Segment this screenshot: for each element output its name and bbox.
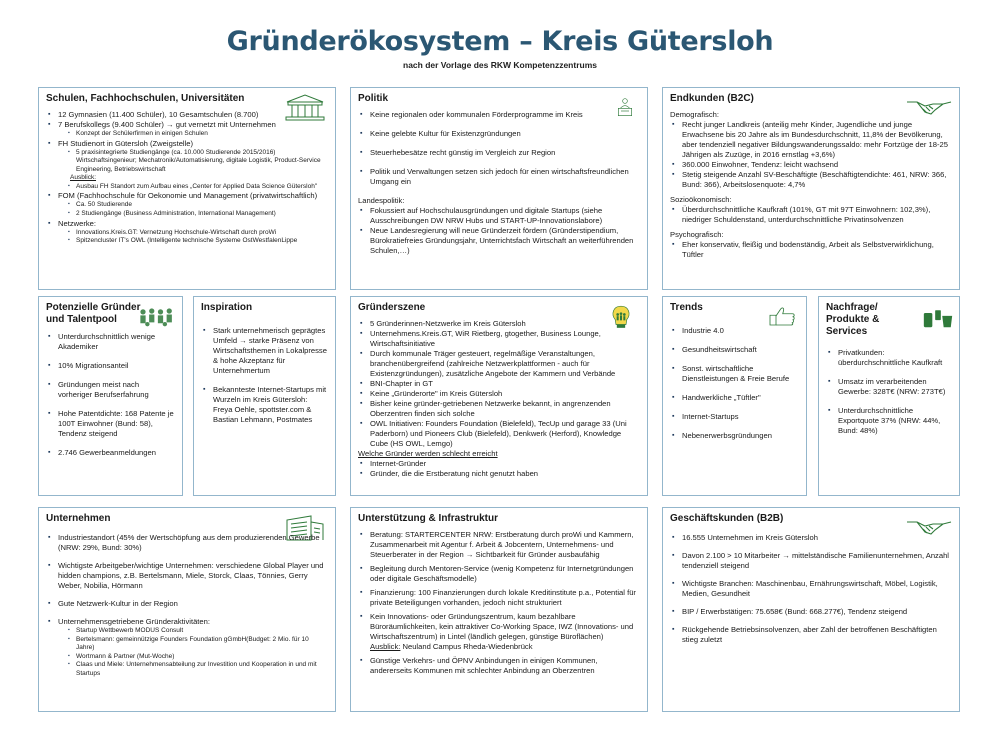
trends-box xyxy=(662,296,807,496)
list-item: ▪ Bekannteste Internet-Startups mit Wurzeln im Kreis Gütersloh: Freya Oehle, spottster.com & Bastian Lehmann, Postmates xyxy=(201,385,328,425)
ausblick-label: Ausblick: xyxy=(370,642,401,652)
politik-title: Politik xyxy=(358,93,389,104)
nachfrage-box xyxy=(818,296,960,496)
list-item: ▪ Privatkunden: überdurchschnittliche Kaufkraft xyxy=(826,348,952,368)
list-item: ▪ BNI-Chapter in GT xyxy=(358,379,640,389)
geschaeftskunden-title: Geschäftskunden (B2B) xyxy=(670,513,784,524)
list-item: ▪ Handwerkliche „Tüftler" xyxy=(670,393,799,403)
list-item: ▪ 5 praxisintegrierte Studiengänge (ca. 10.000 Studierende 2015/2016) Wirtschaftsingenieur; Mechatronik/Automatisierung, digitale Logistik, Product-Service Engineering, Betriebswirtschaft xyxy=(46,149,328,175)
list-item: ▪ Industriestandort (45% der Wertschöpfung aus dem produzierenden Gewerbe (NRW: 29%, Bund: 30%) xyxy=(46,533,328,553)
list-item: ▪ 2 Studiengänge (Business Administration, International Management) xyxy=(46,210,328,219)
list-item: ▪ Ca. 50 Studierende xyxy=(46,201,328,210)
list-item: ▪ Ausbau FH Standort zum Aufbau eines „Center for Applied Data Science Gütersloh" xyxy=(46,183,328,192)
list-item: ▪ Startup Wettbewerb MODUS Consult xyxy=(46,627,328,636)
list-item: ▪ Begleitung durch Mentoren-Service (wenig Kompetenz für Internetgründungen oder digitale Geschäftsmodelle) xyxy=(358,564,640,584)
landespolitik-label: Landespolitik: xyxy=(358,196,405,206)
list-item: ▪ 10% Migrationsanteil xyxy=(46,361,175,371)
unternehmen-box xyxy=(38,507,336,712)
list-item: ▪ 360.000 Einwohner, Tendenz: leicht wachsend xyxy=(670,160,952,170)
list-item: ▪ Kein Innovations- oder Gründungszentrum, kaum bezahlbare Büroräumlichkeiten, kein attraktiver Co-Working Space, IWZ (Innovations- und Wirtschaftszentrum) in Lintel (ländlich gelegen, günstige Büroflächen) xyxy=(358,612,640,642)
list-item: ▪ Gesundheitswirtschaft xyxy=(670,345,799,355)
nachfrage-title: Nachfrage/ Produkte & Services xyxy=(826,302,880,337)
list-item: ▪ Keine regionalen oder kommunalen Förderprogramme im Kreis xyxy=(358,110,640,120)
list-item: ▪ Bertelsmann: gemeinnützige Founders Foundation gGmbH(Budget: 2 Mio. für 10 Jahre) xyxy=(46,636,328,653)
inspiration-box xyxy=(193,296,336,496)
list-item: ▪ Günstige Verkehrs- und ÖPNV Anbindungen in einigen Kommunen, andererseits Kommunen mit schlechter Anbindung an Oberzentren xyxy=(358,656,640,676)
endkunden-box xyxy=(662,87,960,290)
politik-box xyxy=(350,87,648,290)
list-item: ▪ BIP / Erwerbstätigen: 75.658€ (Bund: 668.277€), Tendenz steigend xyxy=(670,607,952,617)
list-item: ▪ Konzept der Schülerfirmen in einigen Schulen xyxy=(46,130,328,139)
unternehmen-title: Unternehmen xyxy=(46,513,111,524)
list-item: ▪ FH Studienort in Gütersloh (Zweigstelle) xyxy=(46,139,328,149)
list-item: ▪ Wichtigste Branchen: Maschinenbau, Ernährungswirtschaft, Möbel, Logistik, Medien, Gesundheit xyxy=(670,579,952,599)
gruenderszene-box xyxy=(350,296,648,496)
list-item: ▪ Bisher keine gründer-getriebenen Netzwerke bekannt, in angrenzenden Oberzentren finden sich solche xyxy=(358,399,640,419)
list-item: ▪ Unterdurchschnittliche Exportquote 37% (NRW: 44%, Bund: 48%) xyxy=(826,406,952,436)
list-item: ▪ Gründer, die die Erstberatung nicht genutzt haben xyxy=(358,469,640,479)
list-item: ▪ Nebenerwerbsgründungen xyxy=(670,431,799,441)
list-item: ▪ Rückgehende Betriebsinsolvenzen, aber Zahl der betroffenen Beschäftigten stieg zuletzt xyxy=(670,625,952,645)
list-item: ▪ Stark unternehmerisch geprägtes Umfeld → starke Präsenz von Wirtschaftsthemen in Lokalpresse & hohe Akzeptanz für Unternehmertum xyxy=(201,326,328,376)
list-item: ▪ Claas und Miele: Unternehmensabteilung zur Investition und Kooperation in und mit Startups xyxy=(46,661,328,678)
list-item: ▪ Finanzierung: 100 Finanzierungen durch lokale Kreditinstitute p.a., Potential für private Beteiligungen vorhanden, jedoch nicht strukturiert xyxy=(358,588,640,608)
list-item: ▪ Recht junger Landkreis (anteilig mehr Kinder, Jugendliche und junge Erwachsene bis 20 Jahre als im Bundesdurchschnitt, 11,8% der Bevölkerung, aber tendenziell negativer Bildungswanderungssaldo: mehr Fortzüge der 18-25 Jährigen als Zuzüge, in 2016 ernstlag +3,6%) xyxy=(670,120,952,160)
unterstuetzung-box xyxy=(350,507,648,712)
potenzielle-title: Potenzielle Gründer und Talentpool xyxy=(46,302,141,325)
list-item: ▪ FOM (Fachhochschule für Oekonomie und Management (privatwirtschaftlich) xyxy=(46,191,328,201)
list-item: ▪ Unterdurchschnittlich wenige Akademiker xyxy=(46,332,175,352)
list-item: ▪ Umsatz im verarbeitenden Gewerbe: 328T€ (NRW: 273T€) xyxy=(826,377,952,397)
list-item: ▪ Unternehmens.Kreis.GT, WiR Rietberg, gtogether, Business Lounge, Wirtschaftsinitiative xyxy=(358,329,640,349)
list-item: ▪ 16.555 Unternehmen im Kreis Gütersloh xyxy=(670,533,952,543)
trends-title: Trends xyxy=(670,302,703,313)
list-item: ▪ Keine gelebte Kultur für Existenzgründungen xyxy=(358,129,640,139)
ausblick-label: Ausblick: xyxy=(70,174,97,182)
list-item: ▪ 12 Gymnasien (11.400 Schüler), 10 Gesamtschulen (8.700) xyxy=(46,110,328,120)
demografisch-label: Demografisch: xyxy=(670,110,719,119)
list-item: ▪ 2.746 Gewerbeanmeldungen xyxy=(46,448,175,458)
list-item: ▪ Gute Netzwerk-Kultur in der Region xyxy=(46,599,328,609)
list-item: ▪ 5 Gründerinnen-Netzwerke im Kreis Gütersloh xyxy=(358,319,640,329)
list-item: ▪ Sonst. wirtschaftliche Dienstleistungen & Freie Berufe xyxy=(670,364,799,384)
psychografisch-label: Psychografisch: xyxy=(670,229,724,239)
list-item: ▪ Fokussiert auf Hochschulausgründungen und digitale Startups (siehe Ausschreibungen DW NRW Hubs und START-UP-Innovationslabore) xyxy=(358,206,640,226)
list-item: ▪ Netzwerke: xyxy=(46,219,328,229)
geschaeftskunden-box xyxy=(662,507,960,712)
list-item: ▪ Neue Landesregierung will neue Gründerzeit fördern (Gründerstipendium, Bürokratiefreies Gründungsjahr, Unterrichtsfach Wirtschaft an weiterführenden Schulen,…) xyxy=(358,226,640,256)
list-item: ▪ Politik und Verwaltungen setzen sich jedoch für einen wirtschaftsfreundlichen Umgang ein xyxy=(358,167,640,187)
list-item: ▪ Davon 2.100 > 10 Mitarbeiter → mittelständische Familienunternehmen, Anzahl tendenziell steigend xyxy=(670,551,952,571)
list-item: ▪ Steuerhebesätze recht günstig im Vergleich zur Region xyxy=(358,148,640,158)
list-item: ▪ OWL Initiativen: Founders Foundation (Bielefeld), TecUp und garage 33 (Uni Paderborn) und Pioneers Club (Bielefeld), Denkwerk (Herford), Knowledge Cube (HS OWL, Lemgo) xyxy=(358,419,640,449)
page-subtitle: nach der Vorlage des RKW Kompetenzzentrums xyxy=(403,60,597,70)
list-item: ▪ Internet-Gründer xyxy=(358,459,640,469)
list-item: ▪ Internet-Startups xyxy=(670,412,799,422)
unterstuetzung-title: Unterstützung & Infrastruktur xyxy=(358,513,498,524)
potenzielle-box xyxy=(38,296,183,496)
schulen-title: Schulen, Fachhochschulen, Universitäten xyxy=(46,93,245,104)
endkunden-title: Endkunden (B2C) xyxy=(670,93,754,104)
ausblick-text: Neuland Campus Rheda-Wiedenbrück xyxy=(400,642,533,652)
schlecht-erreicht-label: Welche Gründer werden schlecht erreicht xyxy=(358,449,498,459)
list-item: ▪ Spitzencluster IT's OWL (Intelligente technische Systeme OstWestfalenLippe xyxy=(46,237,328,246)
list-item: ▪ Stetig steigende Anzahl SV-Beschäftigte (Beschäftigtendichte: 461, NRW: 366, Bund: 366), Arbeitslosenquote: 4,7% xyxy=(670,170,952,190)
list-item: ▪ Industrie 4.0 xyxy=(670,326,799,336)
people-group-icon xyxy=(136,303,178,333)
list-item: ▪ Wichtigste Arbeitgeber/wichtige Unternehmen: verschiedene Global Player und hidden champions, z.B. Bertelsmann, Miele, Storck, Claas, Tönnies, Gerry Weber, Nobilia, Hörmann xyxy=(46,561,328,591)
list-item: ▪ 7 Berufskollegs (9.400 Schüler) → gut vernetzt mit Unternehmen xyxy=(46,120,328,130)
list-item: ▪ Durch kommunale Träger gesteuert, regelmäßige Veranstaltungen, branchenübergreifend (zahlreiche Netzwerkplattformen - auch für Existenzgründungen), zusätzliche Angebote der Kammern und Verbände xyxy=(358,349,640,379)
list-item: ▪ Beratung: STARTERCENTER NRW: Erstberatung durch proWi und Kammern, Zusammenarbeit mit Agentur f. Arbeit & Jobcentern, Unternehmens- und Steuerberater in der Region → Sichtbarkeit für Gründer ausbaufähig xyxy=(358,530,640,560)
list-item: ▪ Unternehmensgetriebene Gründeraktivitäten: xyxy=(46,617,328,627)
shopping-devices-icon xyxy=(921,303,955,333)
ausblick-line xyxy=(358,642,640,652)
list-item: ▪ Gründungen meist nach vorheriger Berufserfahrung xyxy=(46,380,175,400)
list-item: ▪ Wortmann & Partner (Mut-Woche) xyxy=(46,653,328,662)
list-item: ▪ Keine „Gründerorte" im Kreis Gütersloh xyxy=(358,389,640,399)
gruenderszene-title: Gründerszene xyxy=(358,302,426,313)
list-item: ▪ Eher konservativ, fleißig und bodenständig, Arbeit als Selbstverwirklichung, Tüftler xyxy=(670,240,952,260)
schulen-box xyxy=(38,87,336,290)
page-title: Gründerökosystem – Kreis Gütersloh xyxy=(226,26,774,57)
list-item: ▪ Überdurchschnittliche Kaufkraft (101%, GT mit 97T Einwohnern: 102,3%), niedriger Schuldenstand, unterdurchschnittliche Privatinsolvenzen xyxy=(670,205,952,225)
soziooekonomisch-label: Sozioökonomisch: xyxy=(670,194,732,204)
list-item: ▪ Innovations.Kreis.GT: Vernetzung Hochschule-Wirtschaft durch proWi xyxy=(46,229,328,238)
inspiration-title: Inspiration xyxy=(201,302,253,313)
handshake-icon xyxy=(905,92,953,122)
list-item: ▪ Hohe Patentdichte: 168 Patente je 100T Einwohner (Bund: 58), Tendenz steigend xyxy=(46,409,175,439)
